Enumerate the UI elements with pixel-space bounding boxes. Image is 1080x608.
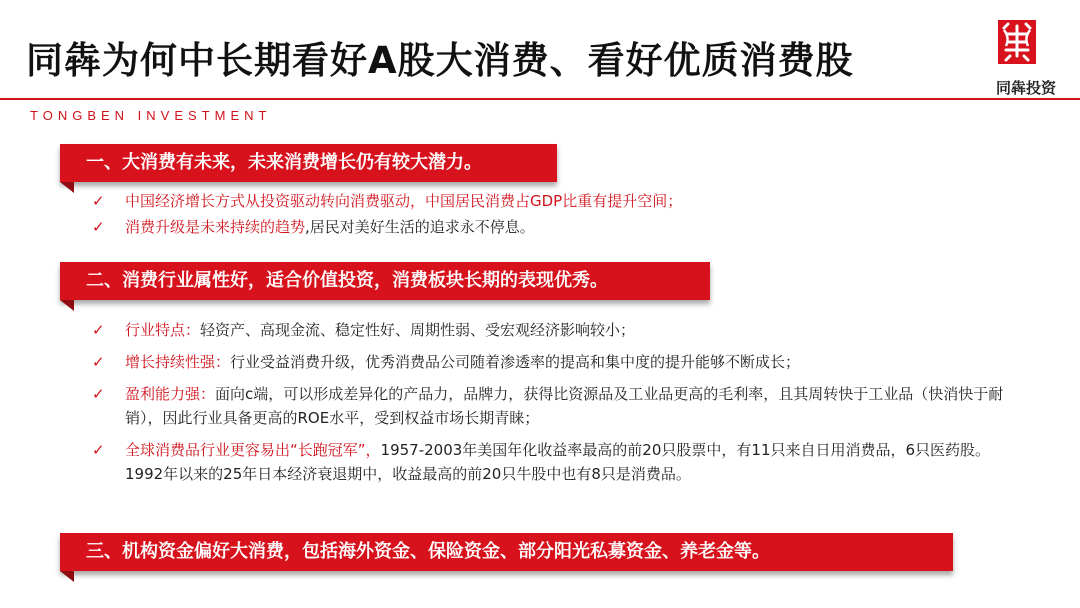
tongben-logo-icon [998,20,1036,64]
bullet-text: 轻资产、高现金流、稳定性好、周期性弱、受宏观经济影响较小； [200,321,636,339]
bullet-highlight: 全球消费品行业更容易出“长跑冠军”， [125,441,381,459]
bullet-highlight: 行业特点： [125,321,201,339]
list-item [92,318,1012,342]
page-title: 同犇为何中长期看好A股大消费、看好优质消费股 [26,39,854,82]
section-header-3: 三、机构资金偏好大消费，包括海外资金、保险资金、部分阳光私募资金、养老金等。 [60,533,953,571]
check-icon: ✓ [92,353,105,371]
bullet-highlight: 盈利能力强： [125,385,216,403]
bullet-text: 行业受益消费升级，优秀消费品公司随着渗透率的提高和集中度的提升能够不断成长； [230,353,801,371]
header-rule [0,98,1080,100]
check-icon: ✓ [92,321,105,339]
section-header-1: 一、大消费有未来，未来消费增长仍有较大潜力。 [60,144,557,182]
section-header-2: 二、消费行业属性好，适合价值投资，消费板块长期的表现优秀。 [60,262,710,300]
check-icon: ✓ [92,441,105,459]
list-item [92,215,1012,239]
check-icon: ✓ [92,192,105,210]
check-icon: ✓ [92,385,105,403]
bullet-text: ,居民对美好生活的追求永不停息。 [305,218,535,236]
check-icon: ✓ [92,218,105,236]
bullet-highlight: 增长持续性强： [125,353,231,371]
list-item [92,350,1012,374]
bullet-highlight: 中国经济增长方式从投资驱动转向消费驱动，中国居民消费占GDP比重有提升空间； [125,192,683,210]
bullet-text: 面向c端，可以形成差异化的产品力，品牌力，获得比资源品及工业品更高的毛利率，且其周转快于工业品（快消快于耐销），因此行业具备更高的ROE水平，受到权益市场长期青睐； [125,385,1004,427]
list-item [92,438,1012,486]
logo-text: 同犇投资 [995,79,1056,97]
section-1-bullets [92,189,1012,241]
section-2-bullets [92,318,1012,494]
company-subtitle: TONGBEN INVESTMENT [30,108,272,123]
bullet-highlight: 消费升级是未来持续的趋势 [125,218,306,236]
bullet-text: 1957-2003年美国年化收益率最高的前20只股票中，有11只来自日用消费品，6只医药股。1992年以来的25年日本经济衰退期中，收益最高的前20只牛股中也有8只是消费品。 [125,441,991,483]
list-item [92,382,1012,430]
list-item [92,189,1012,213]
company-logo [980,14,1076,97]
